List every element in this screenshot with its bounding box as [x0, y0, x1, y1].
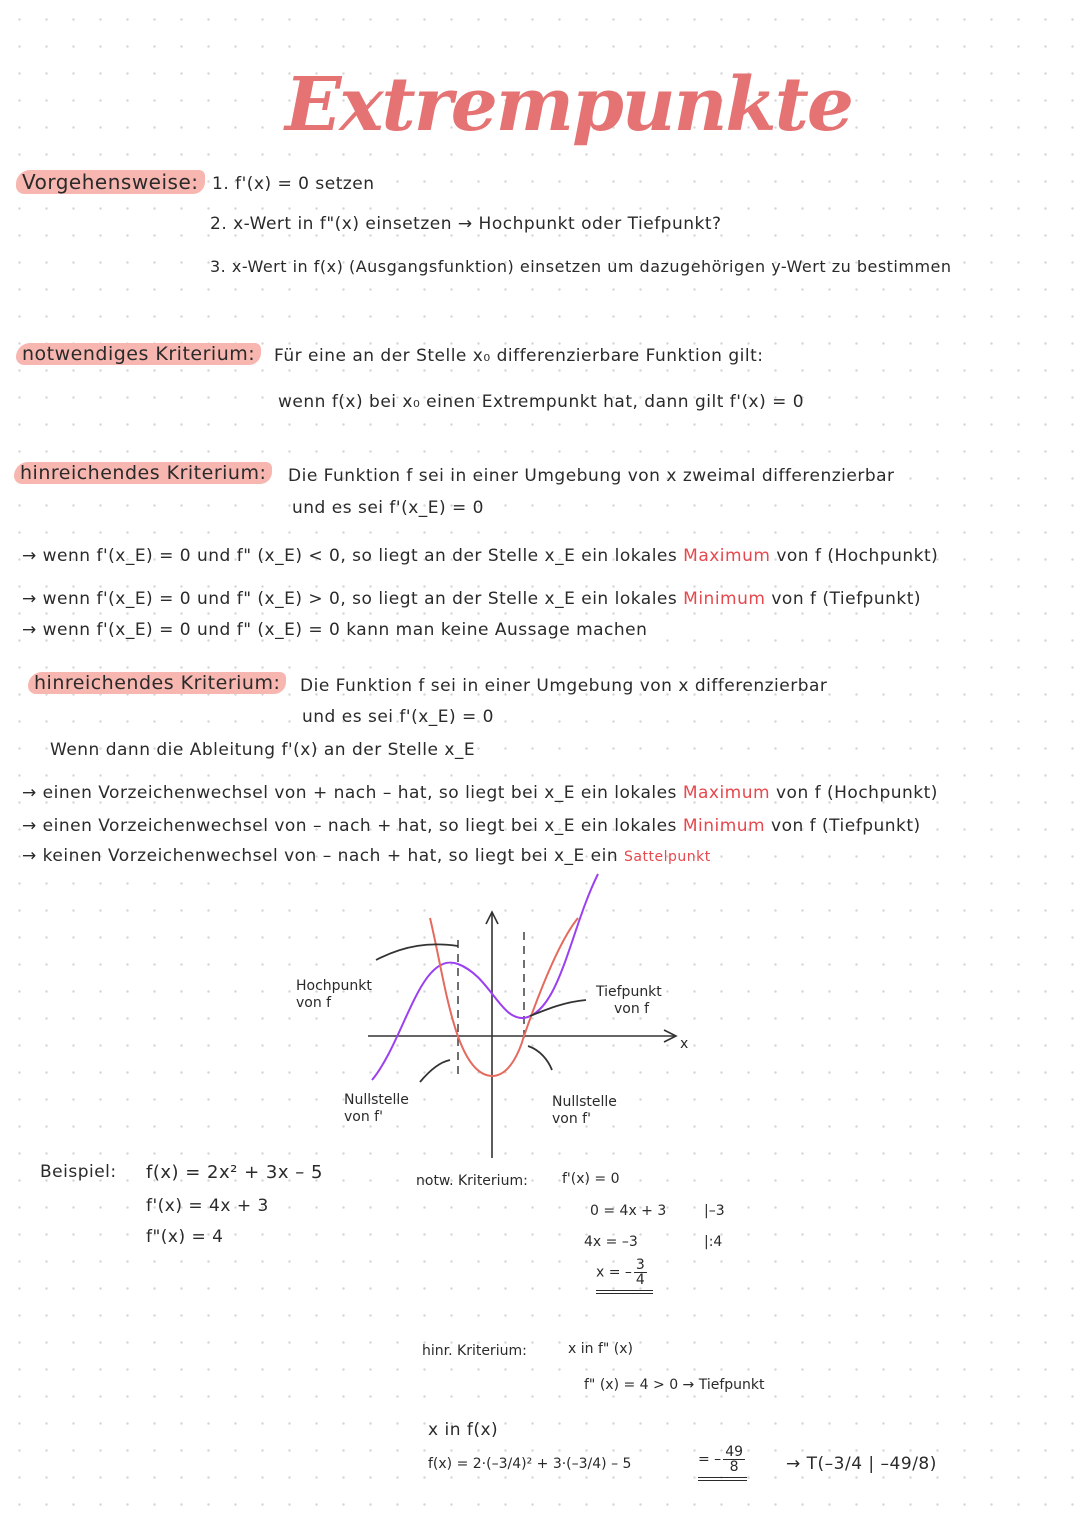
example-sufficient-result: f" (x) = 4 > 0 → Tiefpunkt	[584, 1377, 765, 1393]
example-fx-equals: = –	[698, 1451, 722, 1468]
example-label: Beispiel:	[40, 1162, 117, 1182]
label-nullstelle-right-line-1: Nullstelle	[552, 1094, 617, 1110]
sufficient-criterion-1-line-2: und es sei f'(x_E) = 0	[292, 498, 484, 518]
label-nullstelle-left	[344, 1092, 409, 1126]
case-highlight: Sattelpunkt	[624, 849, 711, 865]
case-suffix: von f (Tiefpunkt)	[771, 589, 922, 609]
case-text: → wenn f'(x_E) = 0 und f" (x_E) > 0, so liegt an der Stelle x_E ein lokales	[22, 589, 678, 609]
case-suffix: von f (Hochpunkt)	[776, 546, 939, 566]
tangent-zero-right	[528, 1046, 552, 1070]
label-tiefpunkt	[596, 984, 662, 1018]
fprime-curve	[430, 918, 578, 1076]
case-text: → wenn f'(x_E) = 0 und f" (x_E) < 0, so liegt an der Stelle x_E ein lokales	[22, 546, 678, 566]
sufficient-criterion-1-line-1: Die Funktion f sei in einer Umgebung von x zweimal differenzierbar	[288, 466, 895, 486]
label-tiefpunkt-line-1: Tiefpunkt	[596, 984, 662, 1000]
case-text: → wenn f'(x_E) = 0 und f" (x_E) = 0 kann man keine Aussage machen	[22, 620, 648, 640]
example-step-1: 0 = 4x + 3	[590, 1203, 667, 1219]
sufficient-criterion-2-label-text: hinreichendes Kriterium:	[28, 672, 286, 694]
fraction-numerator: 3	[635, 1257, 645, 1273]
case-highlight: Minimum	[683, 589, 766, 609]
case-text: → einen Vorzeichenwechsel von – nach + hat, so liegt bei x_E ein lokales	[22, 816, 677, 836]
procedure-step-1: 1. f'(x) = 0 setzen	[212, 174, 375, 194]
sufficient-criterion-1-label-text: hinreichendes Kriterium:	[14, 462, 272, 484]
label-hochpunkt-line-1: Hochpunkt	[296, 978, 372, 994]
example-fx-calculation: f(x) = 2·(–3/4)² + 3·(–3/4) – 5	[428, 1456, 632, 1472]
label-nullstelle-right-line-2: von f'	[552, 1111, 591, 1127]
example-step-3	[596, 1258, 653, 1294]
example-x-in-f: x in f(x)	[428, 1420, 499, 1440]
label-tiefpunkt-line-2: von f	[614, 1001, 650, 1017]
case-highlight: Maximum	[683, 546, 771, 566]
case-suffix: von f (Tiefpunkt)	[771, 816, 921, 836]
example-second-derivative: f"(x) = 4	[146, 1227, 224, 1247]
procedure-step-3: 3. x-Wert in f(x) (Ausgangsfunktion) einsetzen um dazugehörigen y-Wert zu bestimmen	[210, 257, 952, 276]
necessary-criterion-label-text: notwendiges Kriterium:	[16, 343, 261, 365]
label-nullstelle-left-line-2: von f'	[344, 1109, 383, 1125]
necessary-criterion-line-1: Für eine an der Stelle x₀ differenzierbare Funktion gilt:	[274, 346, 764, 366]
example-sufficient-label: hinr. Kriterium:	[422, 1343, 527, 1359]
example-function: f(x) = 2x² + 3x – 5	[146, 1162, 323, 1183]
example-necessary-equation: f'(x) = 0	[562, 1171, 620, 1187]
sufficient-criterion-2-line-1: Die Funktion f sei in einer Umgebung von x differenzierbar	[300, 676, 828, 696]
fraction	[723, 1445, 745, 1474]
page-title: Extrempunkte	[285, 62, 852, 148]
example-step-1-op: |–3	[704, 1203, 725, 1219]
case-highlight: Maximum	[682, 783, 771, 803]
fraction-denominator: 8	[729, 1459, 739, 1475]
procedure-label-text: Vorgehensweise:	[16, 170, 205, 194]
case-suffix: von f (Hochpunkt)	[775, 783, 938, 803]
tangent-min	[530, 1000, 586, 1016]
tangent-zero-left	[420, 1060, 450, 1082]
example-step-2-op: |:4	[704, 1234, 723, 1250]
label-hochpunkt-line-2: von f	[296, 995, 332, 1011]
case-text: → einen Vorzeichenwechsel von + nach – hat, so liegt bei x_E ein lokales	[22, 783, 677, 803]
f-curve	[372, 874, 598, 1080]
example-point: → T(–3/4 | –49/8)	[786, 1454, 937, 1474]
procedure-step-2: 2. x-Wert in f"(x) einsetzen → Hochpunkt oder Tiefpunkt?	[210, 214, 722, 234]
sufficient-criterion-2-line-3: Wenn dann die Ableitung f'(x) an der Stelle x_E	[50, 740, 476, 760]
fraction-numerator: 49	[725, 1444, 744, 1460]
tangent-max	[376, 944, 458, 960]
example-step-3-prefix: x = –	[596, 1264, 632, 1281]
case-text: → keinen Vorzeichenwechsel von – nach + hat, so liegt bei x_E ein	[22, 846, 619, 866]
example-step-2: 4x = –3	[584, 1234, 638, 1250]
case-highlight: Minimum	[682, 816, 766, 836]
example-necessary-label: notw. Kriterium:	[416, 1173, 528, 1189]
label-x-axis: x	[680, 1036, 689, 1052]
label-hochpunkt	[296, 978, 372, 1012]
necessary-criterion-line-2: wenn f(x) bei x₀ einen Extrempunkt hat, dann gilt f'(x) = 0	[278, 392, 805, 412]
sufficient-criterion-2-line-2: und es sei f'(x_E) = 0	[302, 707, 494, 727]
example-first-derivative: f'(x) = 4x + 3	[146, 1196, 269, 1216]
example-sufficient-equation: x in f" (x)	[568, 1341, 633, 1357]
fraction-denominator: 4	[635, 1272, 645, 1288]
example-fx-result	[698, 1445, 747, 1481]
label-nullstelle-right	[552, 1094, 617, 1128]
label-nullstelle-left-line-1: Nullstelle	[344, 1092, 409, 1108]
fraction	[634, 1258, 647, 1287]
